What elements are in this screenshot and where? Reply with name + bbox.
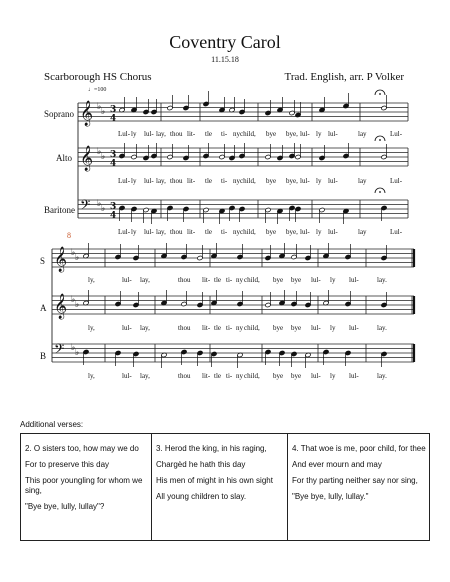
lyric-s: lay, (140, 276, 150, 284)
lyric-soprano: lul- (144, 130, 154, 138)
key-signature: ♭ (71, 248, 76, 258)
lyric-b: child, (244, 372, 260, 380)
lyric-s: lul- (122, 276, 132, 284)
lyric-alto: ly (131, 177, 137, 185)
lyric-baritone: bye, (286, 228, 298, 236)
verse-line: "Bye bye, lully, lullay"? (25, 502, 105, 511)
key-signature: ♭ (75, 253, 80, 263)
verse-line: This poor youngling for whom we sing, (25, 476, 143, 495)
verse-line: His men of might in his own sight (156, 476, 273, 485)
lyric-soprano: lay, (156, 130, 166, 138)
lyric-baritone: tle (205, 228, 212, 236)
key-signature: ♭ (71, 295, 76, 305)
lyric-b: lay, (140, 372, 150, 380)
lyric-a: lul- (122, 324, 132, 332)
key-signature: ♭ (75, 300, 80, 310)
clef: 𝄞 (80, 101, 94, 126)
clef: 𝄞 (54, 294, 68, 319)
lyric-alto: lay, (156, 177, 166, 185)
lyric-b: ti- (226, 372, 233, 380)
verse-4-cell (287, 434, 430, 540)
lyric-b: lul- (122, 372, 132, 380)
part-label-baritone: Baritone (44, 205, 75, 215)
part-label-a: A (40, 303, 47, 313)
lyric-baritone: lul- (328, 228, 338, 236)
lyric-s: ny (236, 276, 243, 284)
fermata-dot (379, 191, 381, 193)
lyric-soprano: ly (316, 130, 322, 138)
lyric-s: child, (244, 276, 260, 284)
lyric-alto: lit- (187, 177, 196, 185)
verse-line: All young children to slay. (156, 492, 247, 501)
chorus-name: Scarborough HS Chorus (44, 71, 152, 83)
lyric-soprano: Lul- (390, 130, 403, 138)
lyric-s: lul- (311, 276, 321, 284)
lyric-baritone: bye (266, 228, 277, 236)
lyric-baritone: lay (358, 228, 367, 236)
lyric-b: tle (214, 372, 221, 380)
key-signature: ♭ (97, 199, 102, 209)
lyric-soprano: lul- (300, 130, 310, 138)
lyric-alto: ly (316, 177, 322, 185)
lyric-s: bye (291, 276, 302, 284)
lyric-b: thou (178, 372, 191, 380)
lyric-soprano: ti- (221, 130, 228, 138)
lyric-a: lay, (140, 324, 150, 332)
clef: 𝄞 (80, 146, 94, 171)
lyric-baritone: lul- (144, 228, 154, 236)
lyric-alto: Lul- (118, 177, 131, 185)
lyric-baritone: ny (233, 228, 240, 236)
verse-line: "Bye bye, lully, lullay." (292, 492, 369, 501)
verse-3-cell (151, 434, 288, 540)
tempo-marking: ♩=100 (88, 87, 107, 93)
lyric-a: lul- (311, 324, 321, 332)
lyric-s: lul- (349, 276, 359, 284)
lyric-b: lul- (311, 372, 321, 380)
lyric-a: tle (214, 324, 221, 332)
verse-line: For thy parting neither say nor sing, (292, 476, 418, 485)
key-signature: ♭ (101, 152, 106, 162)
key-signature: ♭ (97, 102, 102, 112)
lyric-a: ly (330, 324, 336, 332)
fermata-dot (379, 139, 381, 141)
lyric-baritone: Lul- (390, 228, 403, 236)
lyric-b: lay. (377, 372, 387, 380)
lyric-b: ly, (88, 372, 95, 380)
lyric-s: thou (178, 276, 191, 284)
fermata-dot (379, 93, 381, 95)
lyric-soprano: thou (170, 130, 183, 138)
lyric-baritone: thou (170, 228, 183, 236)
lyric-b: bye (291, 372, 302, 380)
lyric-baritone: lit- (187, 228, 196, 236)
verse-line: For to preserve this day (25, 460, 110, 469)
lyric-alto: ny (233, 177, 240, 185)
lyric-soprano: lit- (187, 130, 196, 138)
key-signature: ♭ (75, 348, 80, 358)
lyric-a: thou (178, 324, 191, 332)
lyric-soprano: tle (205, 130, 212, 138)
score-date: 11.15.18 (211, 55, 239, 64)
lyric-alto: bye (266, 177, 277, 185)
key-signature: ♭ (101, 204, 106, 214)
measure-number: 8 (67, 231, 71, 240)
lyric-alto: tle (205, 177, 212, 185)
lyric-alto: thou (170, 177, 183, 185)
verse-line: 3. Herod the king, in his raging, (156, 444, 267, 453)
lyric-b: lul- (349, 372, 359, 380)
lyric-b: bye (273, 372, 284, 380)
clef: 𝄢 (80, 197, 91, 216)
lyric-s: lay. (377, 276, 387, 284)
time-signature: 3 (110, 105, 117, 115)
lyric-a: bye (273, 324, 284, 332)
lyric-soprano: child, (240, 130, 256, 138)
lyric-alto: Lul- (390, 177, 403, 185)
lyric-soprano: Lul- (118, 130, 131, 138)
verse-line: 4. That woe is me, poor child, for thee (292, 444, 426, 453)
lyric-a: lul- (349, 324, 359, 332)
lyric-alto: lul- (144, 177, 154, 185)
lyric-baritone: ly (316, 228, 322, 236)
lyric-soprano: lay (358, 130, 367, 138)
clef: 𝄞 (54, 247, 68, 272)
time-signature: 4 (110, 211, 117, 221)
lyric-s: tle (214, 276, 221, 284)
lyric-alto: lay (358, 177, 367, 185)
lyric-soprano: bye, (286, 130, 298, 138)
arranger-credit: Trad. English, arr. P Volker (284, 71, 404, 83)
lyric-alto: child, (240, 177, 256, 185)
lyric-soprano: bye (266, 130, 277, 138)
lyric-s: lit- (202, 276, 211, 284)
time-signature: 4 (110, 159, 117, 169)
key-signature: ♭ (97, 147, 102, 157)
lyric-alto: lul- (328, 177, 338, 185)
score-title: Coventry Carol (169, 32, 281, 52)
lyric-s: ti- (226, 276, 233, 284)
lyric-baritone: ti- (221, 228, 228, 236)
part-label-s: S (40, 256, 46, 266)
key-signature: ♭ (71, 343, 76, 353)
lyric-a: lit- (202, 324, 211, 332)
verse-line: And ever mourn and may (292, 460, 382, 469)
verse-2-cell (21, 434, 151, 540)
lyric-b: ly (330, 372, 336, 380)
clef: 𝄢 (54, 341, 65, 360)
lyric-baritone: ly (131, 228, 137, 236)
lyric-soprano: ly (131, 130, 137, 138)
part-label-soprano: Soprano (44, 109, 74, 119)
lyric-a: ly, (88, 324, 95, 332)
time-signature: 3 (110, 202, 117, 212)
lyric-baritone: lul- (300, 228, 310, 236)
time-signature: 3 (110, 150, 117, 160)
part-label-alto: Alto (56, 153, 73, 163)
lyric-alto: bye, (286, 177, 298, 185)
lyric-b: lit- (202, 372, 211, 380)
lyric-s: bye (273, 276, 284, 284)
lyric-alto: ti- (221, 177, 228, 185)
key-signature: ♭ (101, 107, 106, 117)
time-signature: 4 (110, 114, 117, 124)
verse-line: 2. O sisters too, how may we do (25, 444, 139, 453)
lyric-a: ti- (226, 324, 233, 332)
additional-verses-label: Additional verses: (20, 420, 84, 429)
lyric-baritone: child, (240, 228, 256, 236)
lyric-s: ly (330, 276, 336, 284)
verse-line: Chargèd he hath this day (156, 460, 246, 469)
lyric-a: child, (244, 324, 260, 332)
lyric-soprano: ny (233, 130, 240, 138)
lyric-a: lay. (377, 324, 387, 332)
lyric-a: ny (236, 324, 243, 332)
lyric-b: ny (236, 372, 243, 380)
lyric-a: bye (291, 324, 302, 332)
verses-table (20, 433, 430, 541)
lyric-alto: lul- (300, 177, 310, 185)
lyric-baritone: Lul- (118, 228, 131, 236)
lyric-s: ly, (88, 276, 95, 284)
lyric-baritone: lay, (156, 228, 166, 236)
part-label-b: B (40, 351, 47, 361)
lyric-soprano: lul- (328, 130, 338, 138)
